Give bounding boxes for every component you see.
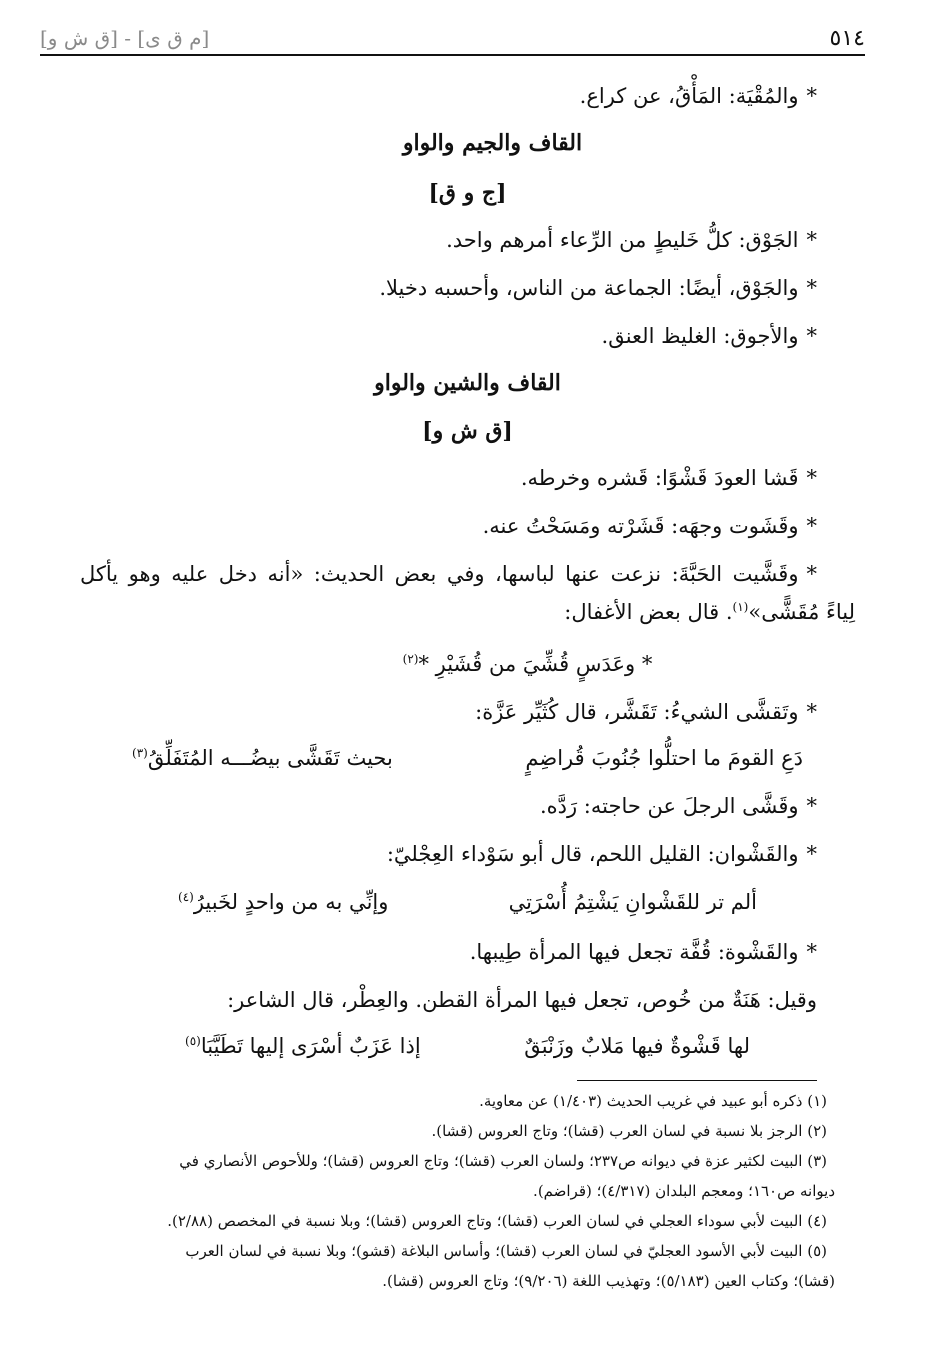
entry-star: * [806, 940, 817, 964]
entry-star: * [806, 514, 817, 538]
entry-line [470, 940, 817, 964]
entry-star: * [806, 228, 817, 252]
footnote-rule [577, 1080, 817, 1081]
verse-second-hemistich [185, 1034, 421, 1058]
verse-text: بحيث تَقَشَّى بيضُـــه المُتَفَلِّقُ [147, 746, 393, 770]
entry-text: قَشا العودَ قَشْوًا: قَشره وخرطه. [520, 466, 799, 490]
entry-line [387, 842, 817, 866]
footnote-continuation: (قشا)؛ وكتاب العين (٥/١٨٣)؛ وتهذيب اللغة (٩/٢٠٦)؛ وتاج العروس (قشا). [382, 1272, 835, 1290]
entry-line [446, 228, 817, 252]
footnote: (٥) البيت لأبي الأسود العجليّ في لسان العرب (قشا)؛ وأساس البلاغة (قشو)؛ وبلا نسبة في لسان العرب [185, 1242, 827, 1260]
footnote: (٢) الرجز بلا نسبة في لسان العرب (قشا)؛ وتاج العروس (قشا). [431, 1122, 827, 1140]
entry-text: وقَشَّى الرجلَ عن حاجته: رَدَّه. [539, 794, 799, 818]
entry-line [483, 514, 817, 538]
entry-line [379, 276, 817, 300]
entry-star: * [806, 276, 817, 300]
entry-continuation [564, 600, 855, 624]
verse-second-hemistich [178, 890, 388, 914]
rajaz-text: * وعَدَسٍ قُشِّيَ من قُشَيْرِ * [418, 652, 653, 676]
page-number: ٥١٤ [829, 26, 865, 51]
root-heading: [ج و ق] [428, 180, 507, 206]
entry-star: * [806, 794, 817, 818]
entry-star: * [806, 84, 817, 108]
header-rule [40, 54, 865, 56]
footnote-marker: (١) [732, 600, 749, 614]
footnote: (٣) البيت لكثير عزة في ديوانه ص٢٣٧؛ ولسان العرب (قشا)؛ وتاج العروس (قشا)؛ وللأحوص الأنصاري في [179, 1152, 827, 1170]
entry-text: الجَوْق: كلُّ خَليطٍ من الرِّعاء أمرهم واحد. [446, 228, 799, 252]
footnote-marker: (٥) [185, 1034, 201, 1048]
entry-text: والجَوْق، أيضًا: الجماعة من الناس، وأحسبه دخيلا. [379, 276, 799, 300]
entry-text: وقَشَوت وجهَه: قَشَرْته ومَسَحْتُ عنه. [482, 514, 799, 538]
continuation-text: . قال بعض الأغفال: [564, 600, 733, 624]
entry-line: وقيل: هَنَةٌ من خُوص، تجعل فيها المرأة القطن. والعِطْر، قال الشاعر: [227, 988, 817, 1012]
entry-text: وتَقشَّى الشيءُ: تَقَشَّر، قال كُثَيِّر عَزَّة: [475, 700, 799, 724]
footnote-marker: (٤) [178, 890, 194, 904]
verse-first-hemistich: لها قَشْوةٌ فيها مَلابٌ وزَنْبَقٌ [524, 1034, 750, 1058]
entry-star: * [806, 324, 817, 348]
quote-text: لِياءً مُقَشًّى» [748, 600, 855, 624]
entry-line [540, 794, 817, 818]
verse-first-hemistich: ألم تر للقَشْوانِ يَشْتِمُ أُسْرَتِي [508, 890, 757, 914]
entry-star: * [806, 562, 817, 586]
entry-line [602, 324, 817, 348]
footnote: (١) ذكره أبو عبيد في غريب الحديث (١/٤٠٣) عن معاوية. [479, 1092, 827, 1110]
entry-line [475, 700, 817, 724]
entry-line [521, 466, 817, 490]
entry-text: والمُقْيَة: المَأْقُ، عن كراع. [579, 84, 799, 108]
rajaz-line [0, 652, 935, 676]
footnote: (٤) البيت لأبي سوداء العجلي في لسان العرب (قشا)؛ وتاج العروس (قشا)؛ وبلا نسبة في المخصص (٢/٨٨). [167, 1212, 827, 1230]
running-head: [م ق ى] - [ق ش و] [40, 26, 210, 50]
page-header [40, 22, 865, 56]
entry-text: وقَشَّيت الحَبَّةَ: نزعت عنها لباسها، وفي بعض الحديث: «أنه دخل عليه وهو يأكل [80, 562, 799, 586]
verse-text: إذا عَزَبٌ أسْرَى إليها تَطَيَّبَا [200, 1034, 421, 1058]
entry-text: والقَشْوان: القليل اللحم، قال أبو سَوْداء العِجْليّ: [386, 842, 799, 866]
verse-first-hemistich: دَعِ القومَ ما احتلُّوا جُنُوبَ قُراضِمٍ [525, 746, 803, 770]
entry-line [80, 562, 817, 586]
entry-star: * [806, 466, 817, 490]
verse-text: وإنِّي به من واحدٍ لخَبيرُ [193, 890, 389, 914]
entry-text: والقَشْوة: قُفَّة تجعل فيها المرأة طِيبها. [469, 940, 799, 964]
footnote-marker: (٢) [402, 652, 419, 666]
footnote-marker: (٣) [132, 746, 148, 760]
entry-star: * [806, 842, 817, 866]
entry-text: والأجوق: الغليظ العنق. [601, 324, 799, 348]
footnote-continuation: ديوانه ص١٦٠؛ ومعجم البلدان (٤/٣١٧)؛ (قراضم). [533, 1182, 835, 1200]
root-heading: [ق ش و] [422, 418, 513, 444]
entry-line [580, 84, 817, 108]
entry-star: * [806, 700, 817, 724]
section-heading: القاف والجيم والواو [402, 130, 583, 156]
verse-second-hemistich [132, 746, 393, 770]
section-heading: القاف والشين والواو [374, 370, 561, 396]
